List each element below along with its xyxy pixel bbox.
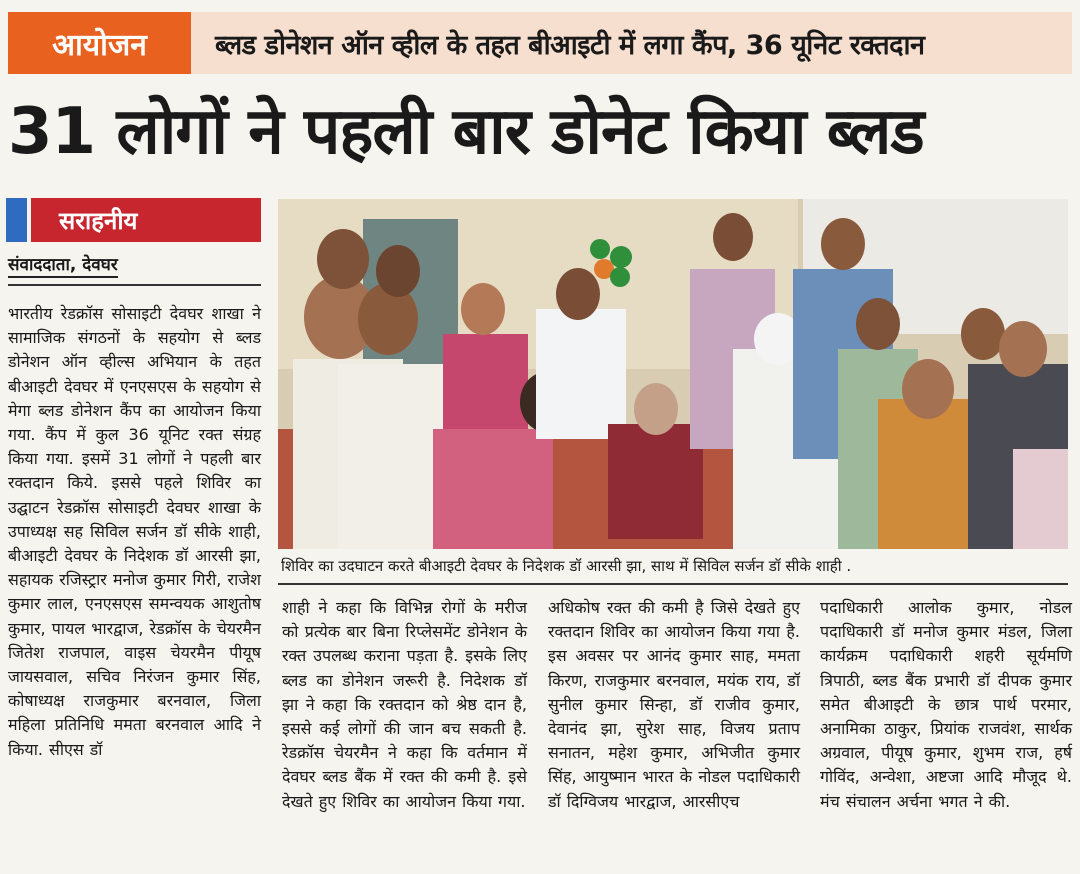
event-photo: [278, 199, 1068, 549]
photo-caption: शिविर का उदघाटन करते बीआइटी देवघर के निदेशक डॉ आरसी झा, साथ में सिविल सर्जन डॉ सीके शाही .: [281, 557, 852, 575]
section-tag: सराहनीय: [31, 198, 261, 242]
kicker-text: ब्लड डोनेशन ऑन व्हील के तहत बीआइटी में लगा कैंप, 36 यूनिट रक्तदान: [215, 29, 925, 61]
section-tag-marker: [6, 198, 27, 242]
byline: संवाददाता, देवघर: [8, 252, 118, 278]
article-column-3: अधिकोष रक्त की कमी है जिसे देखते हुए रक्तदान शिविर का आयोजन किया गया है. इस अवसर पर आनंद कुमार साह, ममता किरण, राजकुमार बरनवाल, मयंक राय, डॉ सुनील कुमार सिन्हा, डॉ राजीव कुमार, देवानंद झा, सुरेश साह, विजय प्रताप सनातन, महेश कुमार, अभिजीत कुमार सिंह, आयुष्मान भारत के नोडल पदाधिकारी डॉ दिग्विजय भारद्वाज, आरसीएच: [548, 598, 800, 811]
article-column-2: शाही ने कहा कि विभिन्न रोगों के मरीज को प्रत्येक बार बिना रिप्लेसमेंट डोनेशन के रक्त उपलब्ध कराना पड़ता है. इसके लिए ब्लड का डोनेशन जरूरी है. निदेशक डॉ झा ने कहा कि रक्तदान को श्रेष्ठ दान है, इससे कई लोगों की जान बच सकती है. रेडक्रॉस चेयरमैन ने कहा कि वर्तमान में देवघर ब्लड बैंक में रक्त की कमी है. इसे देखते हुए शिविर का आयोजन किया गया.: [282, 598, 527, 811]
kicker-label: आयोजन: [8, 12, 191, 74]
byline-divider: [8, 284, 261, 286]
caption-divider: [278, 583, 1068, 585]
article-column-4: पदाधिकारी आलोक कुमार, नोडल पदाधिकारी डॉ मनोज कुमार मंडल, जिला कार्यक्रम पदाधिकारी शहरी सूर्यमणि त्रिपाठी, ब्लड बैंक प्रभारी डॉ दीपक कुमार समेत बीआइटी के छात्र पार्थ परमार, अनामिका ठाकुर, प्रियांक राजवंश, सार्थक अग्रवाल, पीयूष कुमार, शुभम राज, हर्ष गोविंद, अन्वेशा, अष्टजा आदि मौजूद थे. मंच संचालन अर्चना भगत ने की.: [820, 598, 1072, 811]
article-column-1: भारतीय रेडक्रॉस सोसाइटी देवघर शाखा ने सामाजिक संगठनों के सहयोग से ब्लड डोनेशन ऑन व्हील्स अभियान के तहत बीआइटी देवघर में एनएसएस के सहयोग से मेगा ब्लड डोनेशन कैंप का आयोजन किया गया. कैंप में कुल 36 यूनिट रक्त संग्रह किया गया. इसमें 31 लोगों ने पहली बार रक्तदान किये. इससे पहले शिविर का उद्घाटन रेडक्रॉस सोसाइटी देवघर शाखा के उपाध्यक्ष सह सिविल सर्जन डॉ सीके शाही, बीआइटी देवघर के निदेशक डॉ आरसी झा, सहायक रजिस्ट्रार मनोज कुमार गिरी, राजेश कुमार लाल, एनएसएस समन्वयक आशुतोष कुमार, पायल भारद्वाज, रेडक्रॉस के चेयरमैन जितेश राजपाल, वाइस चेयरमैन पीयूष जायसवाल, सचिव निरंजन कुमार सिंह, कोषाध्यक्ष राजकुमार बरनवाल, जिला महिला प्रतिनिधि ममता बरनवाल आदि ने किया. सीएस डॉ: [8, 304, 261, 759]
headline: 31 लोगों ने पहली बार डोनेट किया ब्लड: [8, 95, 924, 169]
